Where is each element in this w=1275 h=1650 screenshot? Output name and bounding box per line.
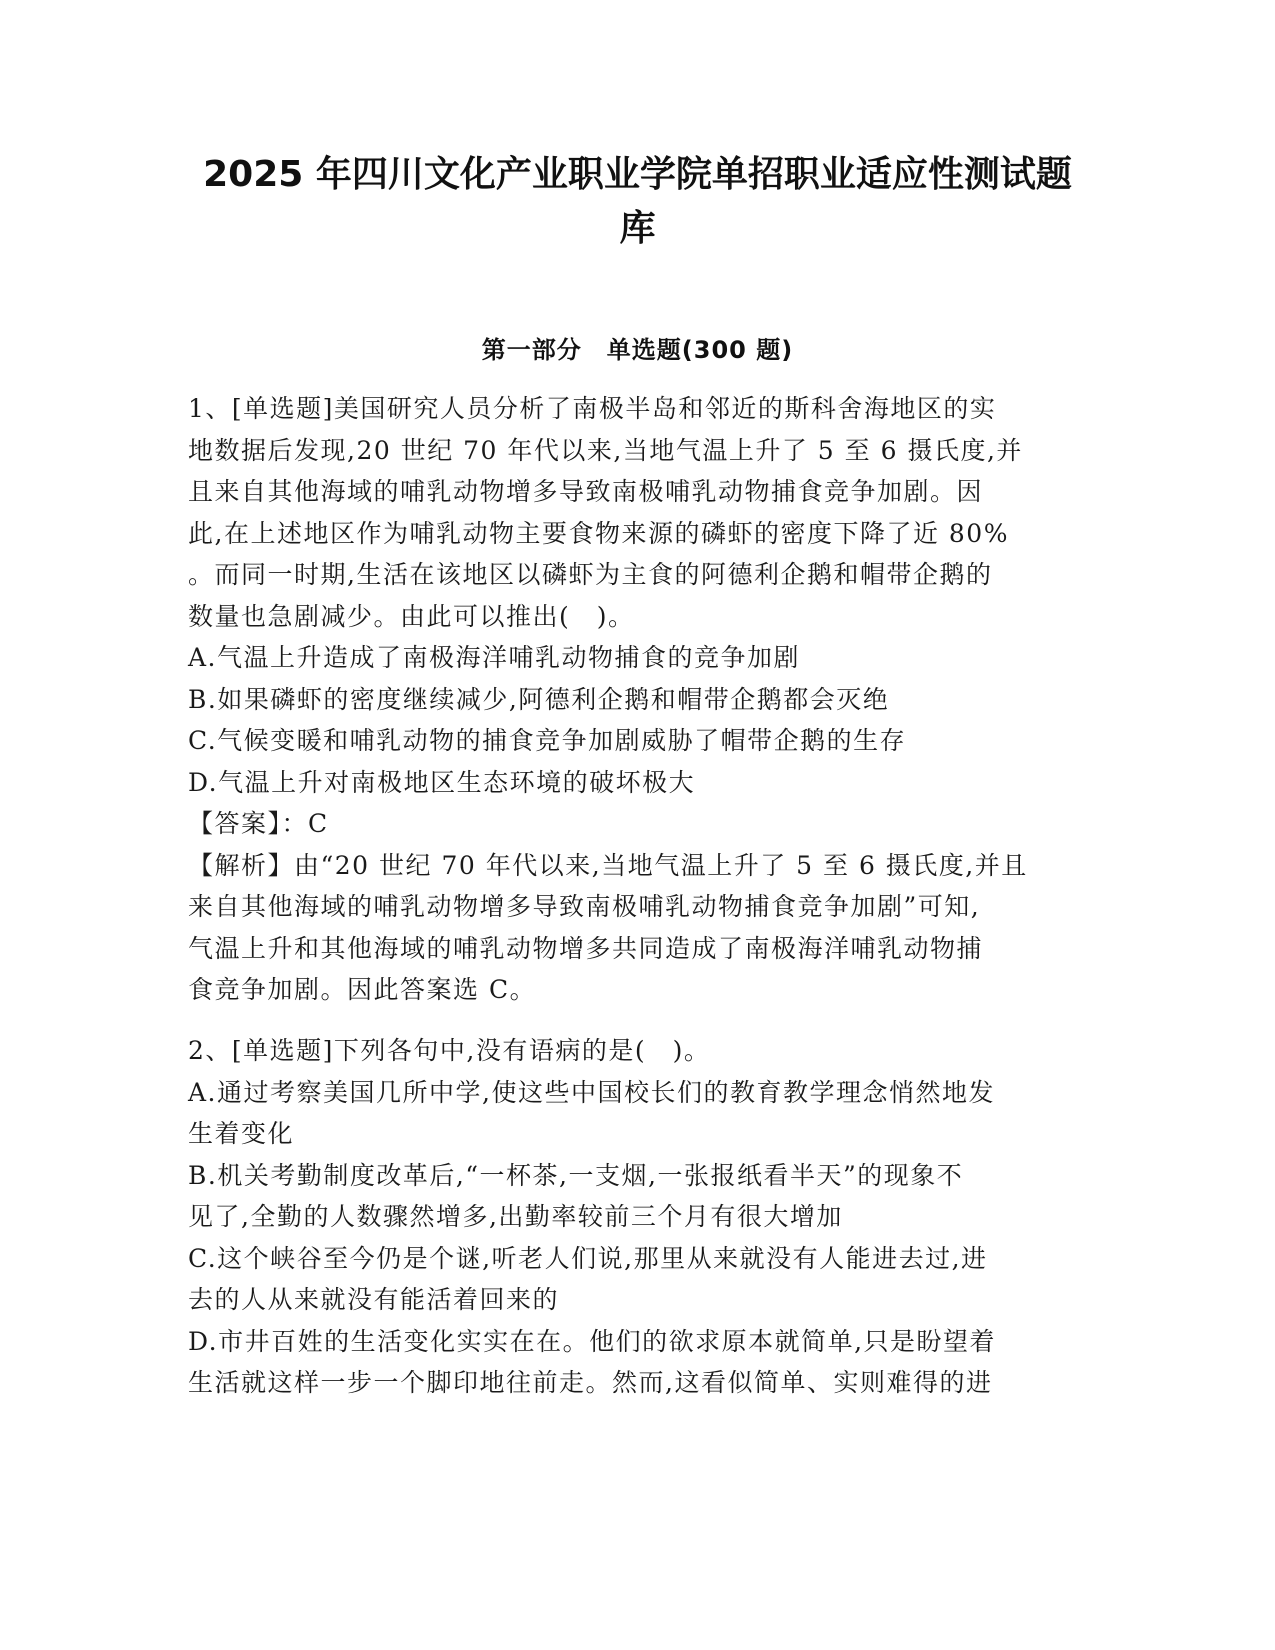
question-1-stem-line: 且来自其他海域的哺乳动物增多导致南极哺乳动物捕食竞争加剧。因	[188, 477, 984, 506]
question-2-option-a: A.通过考察美国几所中学,使这些中国校长们的教育教学理念悄然地发	[188, 1077, 995, 1107]
section-heading: 第一部分 单选题(300 题)	[481, 336, 794, 364]
question-1-option-c: C.气候变暖和哺乳动物的捕食竞争加剧威胁了帽带企鹅的生存	[188, 726, 907, 755]
question-1-stem-line: 。而同一时期,生活在该地区以磷虾为主食的阿德利企鹅和帽带企鹅的	[188, 560, 993, 589]
question-2-stem-line: 2、[单选题]下列各句中,没有语病的是( )。	[188, 1036, 711, 1065]
question-2-option-d-cont: 生活就这样一步一个脚印地往前走。然而,这看似简单、实则难得的进	[188, 1368, 993, 1397]
question-1-stem-line: 1、[单选题]美国研究人员分析了南极半岛和邻近的斯科舍海地区的实	[188, 394, 997, 423]
title-line-1: 2025 年四川文化产业职业学院单招职业适应性测试题	[203, 154, 1072, 195]
question-1-option-d: D.气温上升对南极地区生态环境的破坏极大	[188, 767, 696, 797]
question-2-option-d: D.市井百姓的生活变化实实在在。他们的欲求原本就简单,只是盼望着	[188, 1326, 997, 1356]
question-1-stem-line: 地数据后发现,20 世纪 70 年代以来,当地气温上升了 5 至 6 摄氏度,并	[188, 435, 1023, 465]
question-2-option-b-cont: 见了,全勤的人数骤然增多,出勤率较前三个月有很大增加	[188, 1202, 843, 1231]
title-line-2: 库	[619, 208, 656, 249]
question-1-answer: 【答案】：C	[188, 809, 329, 838]
question-2	[188, 1030, 1088, 1404]
question-1-analysis-line: 气温上升和其他海域的哺乳动物增多共同造成了南极海洋哺乳动物捕	[188, 933, 984, 963]
question-2-option-c-cont: 去的人从来就没有能活着回来的	[188, 1285, 560, 1314]
question-1	[188, 388, 1088, 1011]
question-1-option-b: B.如果磷虾的密度继续减少,阿德利企鹅和帽带企鹅都会灭绝	[188, 684, 890, 714]
document-title	[150, 148, 1125, 256]
question-2-option-c: C.这个峡谷至今仍是个谜,听老人们说,那里从来就没有人能进去过,进	[188, 1243, 988, 1273]
question-1-analysis-line: 食竞争加剧。因此答案选 C。	[188, 975, 537, 1004]
question-1-stem-line: 数量也急剧减少。由此可以推出( )。	[188, 601, 635, 631]
question-1-stem-line: 此,在上述地区作为哺乳动物主要食物来源的磷虾的密度下降了近 80%	[188, 518, 1009, 548]
question-2-option-b: B.机关考勤制度改革后,“一杯茶,一支烟,一张报纸看半天”的现象不	[188, 1160, 964, 1190]
question-2-option-a-cont: 生着变化	[188, 1119, 295, 1148]
question-1-option-a: A.气温上升造成了南极海洋哺乳动物捕食的竞争加剧	[188, 643, 801, 672]
question-1-analysis-line: 来自其他海域的哺乳动物增多导致南极哺乳动物捕食竞争加剧”可知,	[188, 892, 981, 921]
question-1-analysis-line: 【解析】由“20 世纪 70 年代以来,当地气温上升了 5 至 6 摄氏度,并且	[188, 850, 1028, 880]
